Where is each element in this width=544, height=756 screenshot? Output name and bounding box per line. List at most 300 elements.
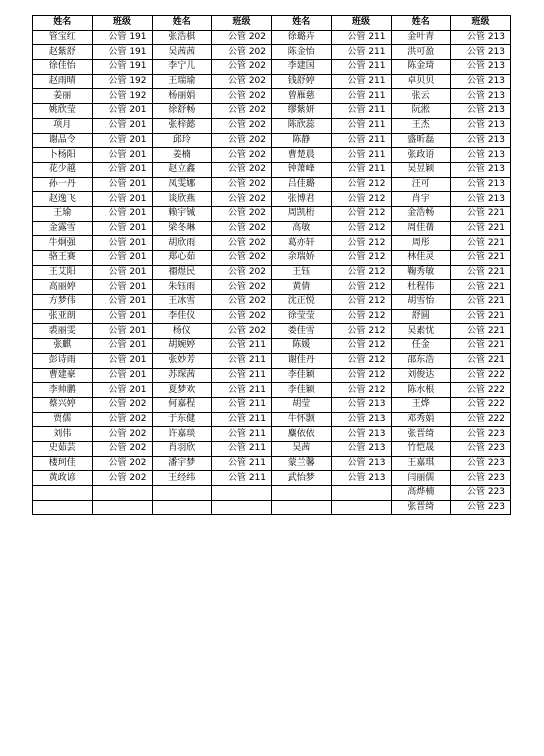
class-cell: 公管 212 <box>331 177 391 192</box>
class-cell: 公管 201 <box>92 236 152 251</box>
class-cell: 公管 213 <box>451 177 511 192</box>
student-name-cell: 邓秀娟 <box>391 412 451 427</box>
student-name-cell: 谈欣燕 <box>152 192 212 207</box>
student-name-cell <box>272 500 332 515</box>
class-cell: 公管 212 <box>331 280 391 295</box>
class-cell: 公管 211 <box>331 74 391 89</box>
class-cell <box>331 486 391 501</box>
class-cell: 公管 202 <box>212 251 272 266</box>
class-cell: 公管 211 <box>212 383 272 398</box>
student-name-cell: 姜楠 <box>152 148 212 163</box>
table-body <box>33 30 511 515</box>
table-row <box>33 309 511 324</box>
student-name-cell: 牛炯强 <box>33 236 93 251</box>
column-header-name: 姓名 <box>33 16 93 31</box>
student-name-cell: 骆王赛 <box>33 251 93 266</box>
table-row <box>33 397 511 412</box>
class-cell: 公管 201 <box>92 118 152 133</box>
column-header-class: 班级 <box>212 16 272 31</box>
class-cell: 公管 192 <box>92 74 152 89</box>
student-name-cell: 蒙兰馨 <box>272 456 332 471</box>
class-cell: 公管 211 <box>331 30 391 45</box>
student-name-cell: 项月 <box>33 118 93 133</box>
class-cell: 公管 212 <box>331 236 391 251</box>
student-name-cell: 赵紫舒 <box>33 45 93 60</box>
student-name-cell: 杨仪 <box>152 324 212 339</box>
student-name-cell: 竹恺晟 <box>391 441 451 456</box>
class-cell: 公管 211 <box>331 118 391 133</box>
class-cell: 公管 221 <box>451 309 511 324</box>
student-name-cell: 王冰雪 <box>152 295 212 310</box>
student-name-cell: 谢佳丹 <box>272 353 332 368</box>
student-name-cell: 高丽婷 <box>33 280 93 295</box>
table-row <box>33 236 511 251</box>
table-row <box>33 30 511 45</box>
student-name-cell: 吴素忧 <box>391 324 451 339</box>
class-cell: 公管 202 <box>212 162 272 177</box>
student-name-cell: 胡欣雨 <box>152 236 212 251</box>
class-cell: 公管 212 <box>331 192 391 207</box>
class-cell: 公管 213 <box>331 427 391 442</box>
student-name-cell: 姚欣莹 <box>33 104 93 119</box>
class-cell: 公管 202 <box>212 177 272 192</box>
student-name-cell: 徐莹莹 <box>272 309 332 324</box>
class-cell: 公管 201 <box>92 104 152 119</box>
student-name-cell: 汪可 <box>391 177 451 192</box>
table-row <box>33 148 511 163</box>
table-row <box>33 118 511 133</box>
student-name-cell: 赖宇铖 <box>152 206 212 221</box>
class-cell: 公管 202 <box>212 221 272 236</box>
class-cell: 公管 212 <box>331 368 391 383</box>
student-name-cell: 王经纬 <box>152 471 212 486</box>
student-name-cell: 赵逸飞 <box>33 192 93 207</box>
student-name-cell: 洪可盈 <box>391 45 451 60</box>
class-cell: 公管 213 <box>451 118 511 133</box>
class-cell: 公管 201 <box>92 251 152 266</box>
header-row <box>33 16 511 31</box>
table-row <box>33 206 511 221</box>
class-cell: 公管 213 <box>451 89 511 104</box>
student-name-cell: 钟萧峰 <box>272 162 332 177</box>
table-row <box>33 177 511 192</box>
class-cell: 公管 213 <box>331 441 391 456</box>
student-name-cell: 吴茜 <box>272 441 332 456</box>
class-cell: 公管 221 <box>451 236 511 251</box>
student-name-cell: 许嘉琰 <box>152 427 212 442</box>
class-cell: 公管 212 <box>331 339 391 354</box>
class-cell <box>92 500 152 515</box>
student-name-cell: 卜杨阳 <box>33 148 93 163</box>
column-header-name: 姓名 <box>272 16 332 31</box>
class-cell: 公管 201 <box>92 206 152 221</box>
student-name-cell: 舒圆 <box>391 309 451 324</box>
table-row <box>33 104 511 119</box>
student-name-cell: 裘丽雯 <box>33 324 93 339</box>
table-row <box>33 412 511 427</box>
class-cell: 公管 202 <box>212 60 272 75</box>
class-cell: 公管 202 <box>212 265 272 280</box>
table-row <box>33 471 511 486</box>
class-cell: 公管 202 <box>212 295 272 310</box>
student-name-cell: 肖宇 <box>391 192 451 207</box>
student-name-cell: 张晋绮 <box>391 427 451 442</box>
class-cell: 公管 211 <box>212 441 272 456</box>
student-roster-table <box>32 15 511 515</box>
table-row <box>33 383 511 398</box>
student-name-cell: 李佳颖 <box>272 368 332 383</box>
student-name-cell: 吴茜茜 <box>152 45 212 60</box>
student-name-cell: 赵雨晴 <box>33 74 93 89</box>
class-cell: 公管 201 <box>92 309 152 324</box>
class-cell: 公管 221 <box>451 265 511 280</box>
class-cell: 公管 223 <box>451 471 511 486</box>
class-cell: 公管 212 <box>331 265 391 280</box>
class-cell: 公管 213 <box>451 192 511 207</box>
student-name-cell: 曹建豪 <box>33 368 93 383</box>
class-cell: 公管 202 <box>212 309 272 324</box>
table-row <box>33 162 511 177</box>
table-row <box>33 89 511 104</box>
table-row <box>33 265 511 280</box>
class-cell: 公管 201 <box>92 133 152 148</box>
table-row <box>33 60 511 75</box>
student-name-cell: 闫丽儒 <box>391 471 451 486</box>
student-name-cell: 李佳仪 <box>152 309 212 324</box>
class-cell: 公管 213 <box>331 412 391 427</box>
table-row <box>33 456 511 471</box>
class-cell: 公管 213 <box>451 74 511 89</box>
table-row <box>33 368 511 383</box>
student-name-cell: 沈正悦 <box>272 295 332 310</box>
student-name-cell: 盛昕磊 <box>391 133 451 148</box>
column-header-class: 班级 <box>331 16 391 31</box>
class-cell: 公管 221 <box>451 251 511 266</box>
student-name-cell: 史茹芸 <box>33 441 93 456</box>
student-name-cell: 张妙芳 <box>152 353 212 368</box>
table-row <box>33 427 511 442</box>
class-cell: 公管 213 <box>451 162 511 177</box>
class-cell: 公管 202 <box>92 412 152 427</box>
student-name-cell: 吕佳璐 <box>272 177 332 192</box>
column-header-class: 班级 <box>451 16 511 31</box>
student-name-cell: 周佳蒨 <box>391 221 451 236</box>
class-cell: 公管 212 <box>331 383 391 398</box>
class-cell: 公管 223 <box>451 486 511 501</box>
class-cell: 公管 211 <box>331 133 391 148</box>
student-name-cell <box>272 486 332 501</box>
table-row <box>33 74 511 89</box>
class-cell: 公管 191 <box>92 45 152 60</box>
student-name-cell: 孙一丹 <box>33 177 93 192</box>
table-row <box>33 45 511 60</box>
column-header-name: 姓名 <box>152 16 212 31</box>
student-name-cell: 陈水根 <box>391 383 451 398</box>
class-cell: 公管 201 <box>92 368 152 383</box>
student-name-cell: 王瑞瑜 <box>152 74 212 89</box>
class-cell <box>212 486 272 501</box>
class-cell: 公管 192 <box>92 89 152 104</box>
class-cell: 公管 213 <box>451 45 511 60</box>
class-cell: 公管 211 <box>331 89 391 104</box>
table-row <box>33 133 511 148</box>
class-cell: 公管 213 <box>451 30 511 45</box>
student-name-cell: 牛怀颢 <box>272 412 332 427</box>
student-name-cell: 张梓懿 <box>152 118 212 133</box>
student-name-cell: 张麒 <box>33 339 93 354</box>
class-cell: 公管 212 <box>331 324 391 339</box>
class-cell: 公管 222 <box>451 412 511 427</box>
class-cell: 公管 213 <box>331 471 391 486</box>
student-name-cell: 黄政谚 <box>33 471 93 486</box>
column-header-name: 姓名 <box>391 16 451 31</box>
student-name-cell <box>152 500 212 515</box>
class-cell: 公管 202 <box>212 118 272 133</box>
class-cell: 公管 202 <box>212 192 272 207</box>
student-name-cell: 谢品令 <box>33 133 93 148</box>
student-name-cell: 金露雪 <box>33 221 93 236</box>
class-cell: 公管 202 <box>212 280 272 295</box>
student-name-cell: 李佳颖 <box>272 383 332 398</box>
class-cell: 公管 202 <box>92 397 152 412</box>
class-cell: 公管 223 <box>451 427 511 442</box>
student-name-cell: 陈静 <box>272 133 332 148</box>
class-cell: 公管 212 <box>331 295 391 310</box>
class-cell: 公管 211 <box>212 397 272 412</box>
class-cell: 公管 202 <box>92 456 152 471</box>
class-cell: 公管 202 <box>212 74 272 89</box>
class-cell: 公管 201 <box>92 280 152 295</box>
class-cell <box>92 486 152 501</box>
class-cell: 公管 202 <box>92 471 152 486</box>
class-cell: 公管 211 <box>212 412 272 427</box>
student-name-cell: 任金 <box>391 339 451 354</box>
class-cell: 公管 211 <box>212 368 272 383</box>
column-header-class: 班级 <box>92 16 152 31</box>
class-cell: 公管 221 <box>451 221 511 236</box>
student-name-cell: 黄倩 <box>272 280 332 295</box>
student-name-cell: 曹楚晨 <box>272 148 332 163</box>
student-name-cell: 潘宇梦 <box>152 456 212 471</box>
table-row <box>33 221 511 236</box>
class-cell <box>212 500 272 515</box>
table-row <box>33 500 511 515</box>
class-cell: 公管 191 <box>92 30 152 45</box>
student-name-cell: 张政语 <box>391 148 451 163</box>
class-cell: 公管 191 <box>92 60 152 75</box>
student-name-cell: 方梦伟 <box>33 295 93 310</box>
class-cell: 公管 201 <box>92 295 152 310</box>
class-cell: 公管 201 <box>92 221 152 236</box>
student-name-cell: 徐舒畅 <box>152 104 212 119</box>
student-name-cell: 徐璐卉 <box>272 30 332 45</box>
student-name-cell: 吴昱颖 <box>391 162 451 177</box>
class-cell: 公管 222 <box>451 368 511 383</box>
table-row <box>33 441 511 456</box>
student-name-cell: 花少越 <box>33 162 93 177</box>
student-name-cell: 李帅鹏 <box>33 383 93 398</box>
student-name-cell: 王杰 <box>391 118 451 133</box>
class-cell: 公管 201 <box>92 148 152 163</box>
student-name-cell: 禤煜民 <box>152 265 212 280</box>
student-name-cell: 管宝红 <box>33 30 93 45</box>
class-cell: 公管 212 <box>331 353 391 368</box>
student-name-cell: 钱舒婷 <box>272 74 332 89</box>
student-name-cell: 于东健 <box>152 412 212 427</box>
student-name-cell: 朱钰雨 <box>152 280 212 295</box>
student-name-cell: 杨丽娟 <box>152 89 212 104</box>
student-name-cell <box>33 500 93 515</box>
class-cell: 公管 213 <box>451 148 511 163</box>
student-name-cell: 阮淞 <box>391 104 451 119</box>
student-name-cell: 胡婉婷 <box>152 339 212 354</box>
class-cell: 公管 201 <box>92 192 152 207</box>
student-name-cell: 邱玲 <box>152 133 212 148</box>
student-name-cell: 陈金怡 <box>272 45 332 60</box>
student-name-cell: 娄佳雪 <box>272 324 332 339</box>
student-name-cell: 卓贝贝 <box>391 74 451 89</box>
table-row <box>33 486 511 501</box>
student-name-cell: 武怡梦 <box>272 471 332 486</box>
student-name-cell: 金叶青 <box>391 30 451 45</box>
class-cell: 公管 221 <box>451 324 511 339</box>
student-name-cell: 贾儒 <box>33 412 93 427</box>
class-cell: 公管 213 <box>451 133 511 148</box>
class-cell: 公管 202 <box>212 206 272 221</box>
student-name-cell: 姜丽 <box>33 89 93 104</box>
class-cell: 公管 202 <box>212 148 272 163</box>
table-row <box>33 192 511 207</box>
class-cell: 公管 211 <box>212 427 272 442</box>
student-name-cell: 肖羽欣 <box>152 441 212 456</box>
table-row <box>33 251 511 266</box>
student-name-cell: 林佳灵 <box>391 251 451 266</box>
student-name-cell: 陈欣蕊 <box>272 118 332 133</box>
student-name-cell: 麋依依 <box>272 427 332 442</box>
student-name-cell: 楼珂佳 <box>33 456 93 471</box>
student-name-cell: 曾雁慈 <box>272 89 332 104</box>
class-cell: 公管 201 <box>92 383 152 398</box>
class-cell: 公管 223 <box>451 441 511 456</box>
class-cell: 公管 201 <box>92 162 152 177</box>
class-cell: 公管 222 <box>451 383 511 398</box>
student-name-cell: 高敏 <box>272 221 332 236</box>
student-name-cell: 彭诗雨 <box>33 353 93 368</box>
table-header <box>33 16 511 31</box>
class-cell: 公管 201 <box>92 177 152 192</box>
student-name-cell: 王艾阳 <box>33 265 93 280</box>
student-name-cell: 刘俊达 <box>391 368 451 383</box>
class-cell: 公管 221 <box>451 280 511 295</box>
class-cell: 公管 202 <box>92 427 152 442</box>
class-cell: 公管 212 <box>331 309 391 324</box>
table-row <box>33 295 511 310</box>
class-cell: 公管 201 <box>92 265 152 280</box>
student-name-cell <box>33 486 93 501</box>
student-name-cell: 金浩畅 <box>391 206 451 221</box>
class-cell: 公管 213 <box>331 456 391 471</box>
student-name-cell: 李建国 <box>272 60 332 75</box>
student-name-cell: 胡雪怡 <box>391 295 451 310</box>
class-cell: 公管 212 <box>331 206 391 221</box>
student-name-cell: 苏琛茜 <box>152 368 212 383</box>
class-cell: 公管 223 <box>451 456 511 471</box>
student-name-cell: 邵东浩 <box>391 353 451 368</box>
class-cell: 公管 202 <box>212 104 272 119</box>
class-cell: 公管 202 <box>92 441 152 456</box>
student-name-cell: 梁冬琳 <box>152 221 212 236</box>
class-cell: 公管 211 <box>212 471 272 486</box>
student-name-cell: 李宁儿 <box>152 60 212 75</box>
student-name-cell: 徐佳怡 <box>33 60 93 75</box>
student-name-cell: 蔡兴婷 <box>33 397 93 412</box>
class-cell: 公管 201 <box>92 339 152 354</box>
class-cell: 公管 211 <box>331 162 391 177</box>
student-name-cell: 陈媛 <box>272 339 332 354</box>
class-cell: 公管 211 <box>331 104 391 119</box>
table-row <box>33 353 511 368</box>
class-cell: 公管 201 <box>92 324 152 339</box>
class-cell: 公管 211 <box>331 60 391 75</box>
class-cell: 公管 201 <box>92 353 152 368</box>
student-name-cell: 王瑜 <box>33 206 93 221</box>
student-name-cell: 高烨楠 <box>391 486 451 501</box>
class-cell: 公管 211 <box>331 45 391 60</box>
student-name-cell: 王钰 <box>272 265 332 280</box>
class-cell: 公管 213 <box>451 60 511 75</box>
class-cell: 公管 202 <box>212 89 272 104</box>
table-row <box>33 339 511 354</box>
class-cell: 公管 212 <box>331 251 391 266</box>
class-cell <box>331 500 391 515</box>
student-name-cell: 胡莹 <box>272 397 332 412</box>
student-name-cell: 王嘉琪 <box>391 456 451 471</box>
class-cell: 公管 222 <box>451 397 511 412</box>
student-name-cell: 王烨 <box>391 397 451 412</box>
class-cell: 公管 213 <box>331 397 391 412</box>
student-name-cell: 余瑞娇 <box>272 251 332 266</box>
class-cell: 公管 221 <box>451 206 511 221</box>
class-cell: 公管 213 <box>451 104 511 119</box>
student-name-cell: 缪紫妍 <box>272 104 332 119</box>
student-name-cell: 张亚朗 <box>33 309 93 324</box>
student-name-cell: 张晋绮 <box>391 500 451 515</box>
student-name-cell: 何嘉程 <box>152 397 212 412</box>
student-name-cell: 赵立鑫 <box>152 162 212 177</box>
student-name-cell: 张浩棋 <box>152 30 212 45</box>
class-cell: 公管 211 <box>212 353 272 368</box>
student-name-cell: 鞠秀敏 <box>391 265 451 280</box>
class-cell: 公管 202 <box>212 133 272 148</box>
student-name-cell: 张博君 <box>272 192 332 207</box>
class-cell: 公管 211 <box>212 456 272 471</box>
class-cell: 公管 202 <box>212 236 272 251</box>
student-name-cell: 刘伟 <box>33 427 93 442</box>
student-name-cell: 夏梦欢 <box>152 383 212 398</box>
table-row <box>33 280 511 295</box>
class-cell: 公管 211 <box>212 339 272 354</box>
student-name-cell: 杜程伟 <box>391 280 451 295</box>
student-name-cell: 周彤 <box>391 236 451 251</box>
student-name-cell: 郑心茹 <box>152 251 212 266</box>
table-row <box>33 324 511 339</box>
student-name-cell: 葛亦轩 <box>272 236 332 251</box>
student-name-cell <box>152 486 212 501</box>
class-cell: 公管 221 <box>451 353 511 368</box>
student-name-cell: 张云 <box>391 89 451 104</box>
student-name-cell: 陈金琦 <box>391 60 451 75</box>
student-name-cell: 周凯桁 <box>272 206 332 221</box>
